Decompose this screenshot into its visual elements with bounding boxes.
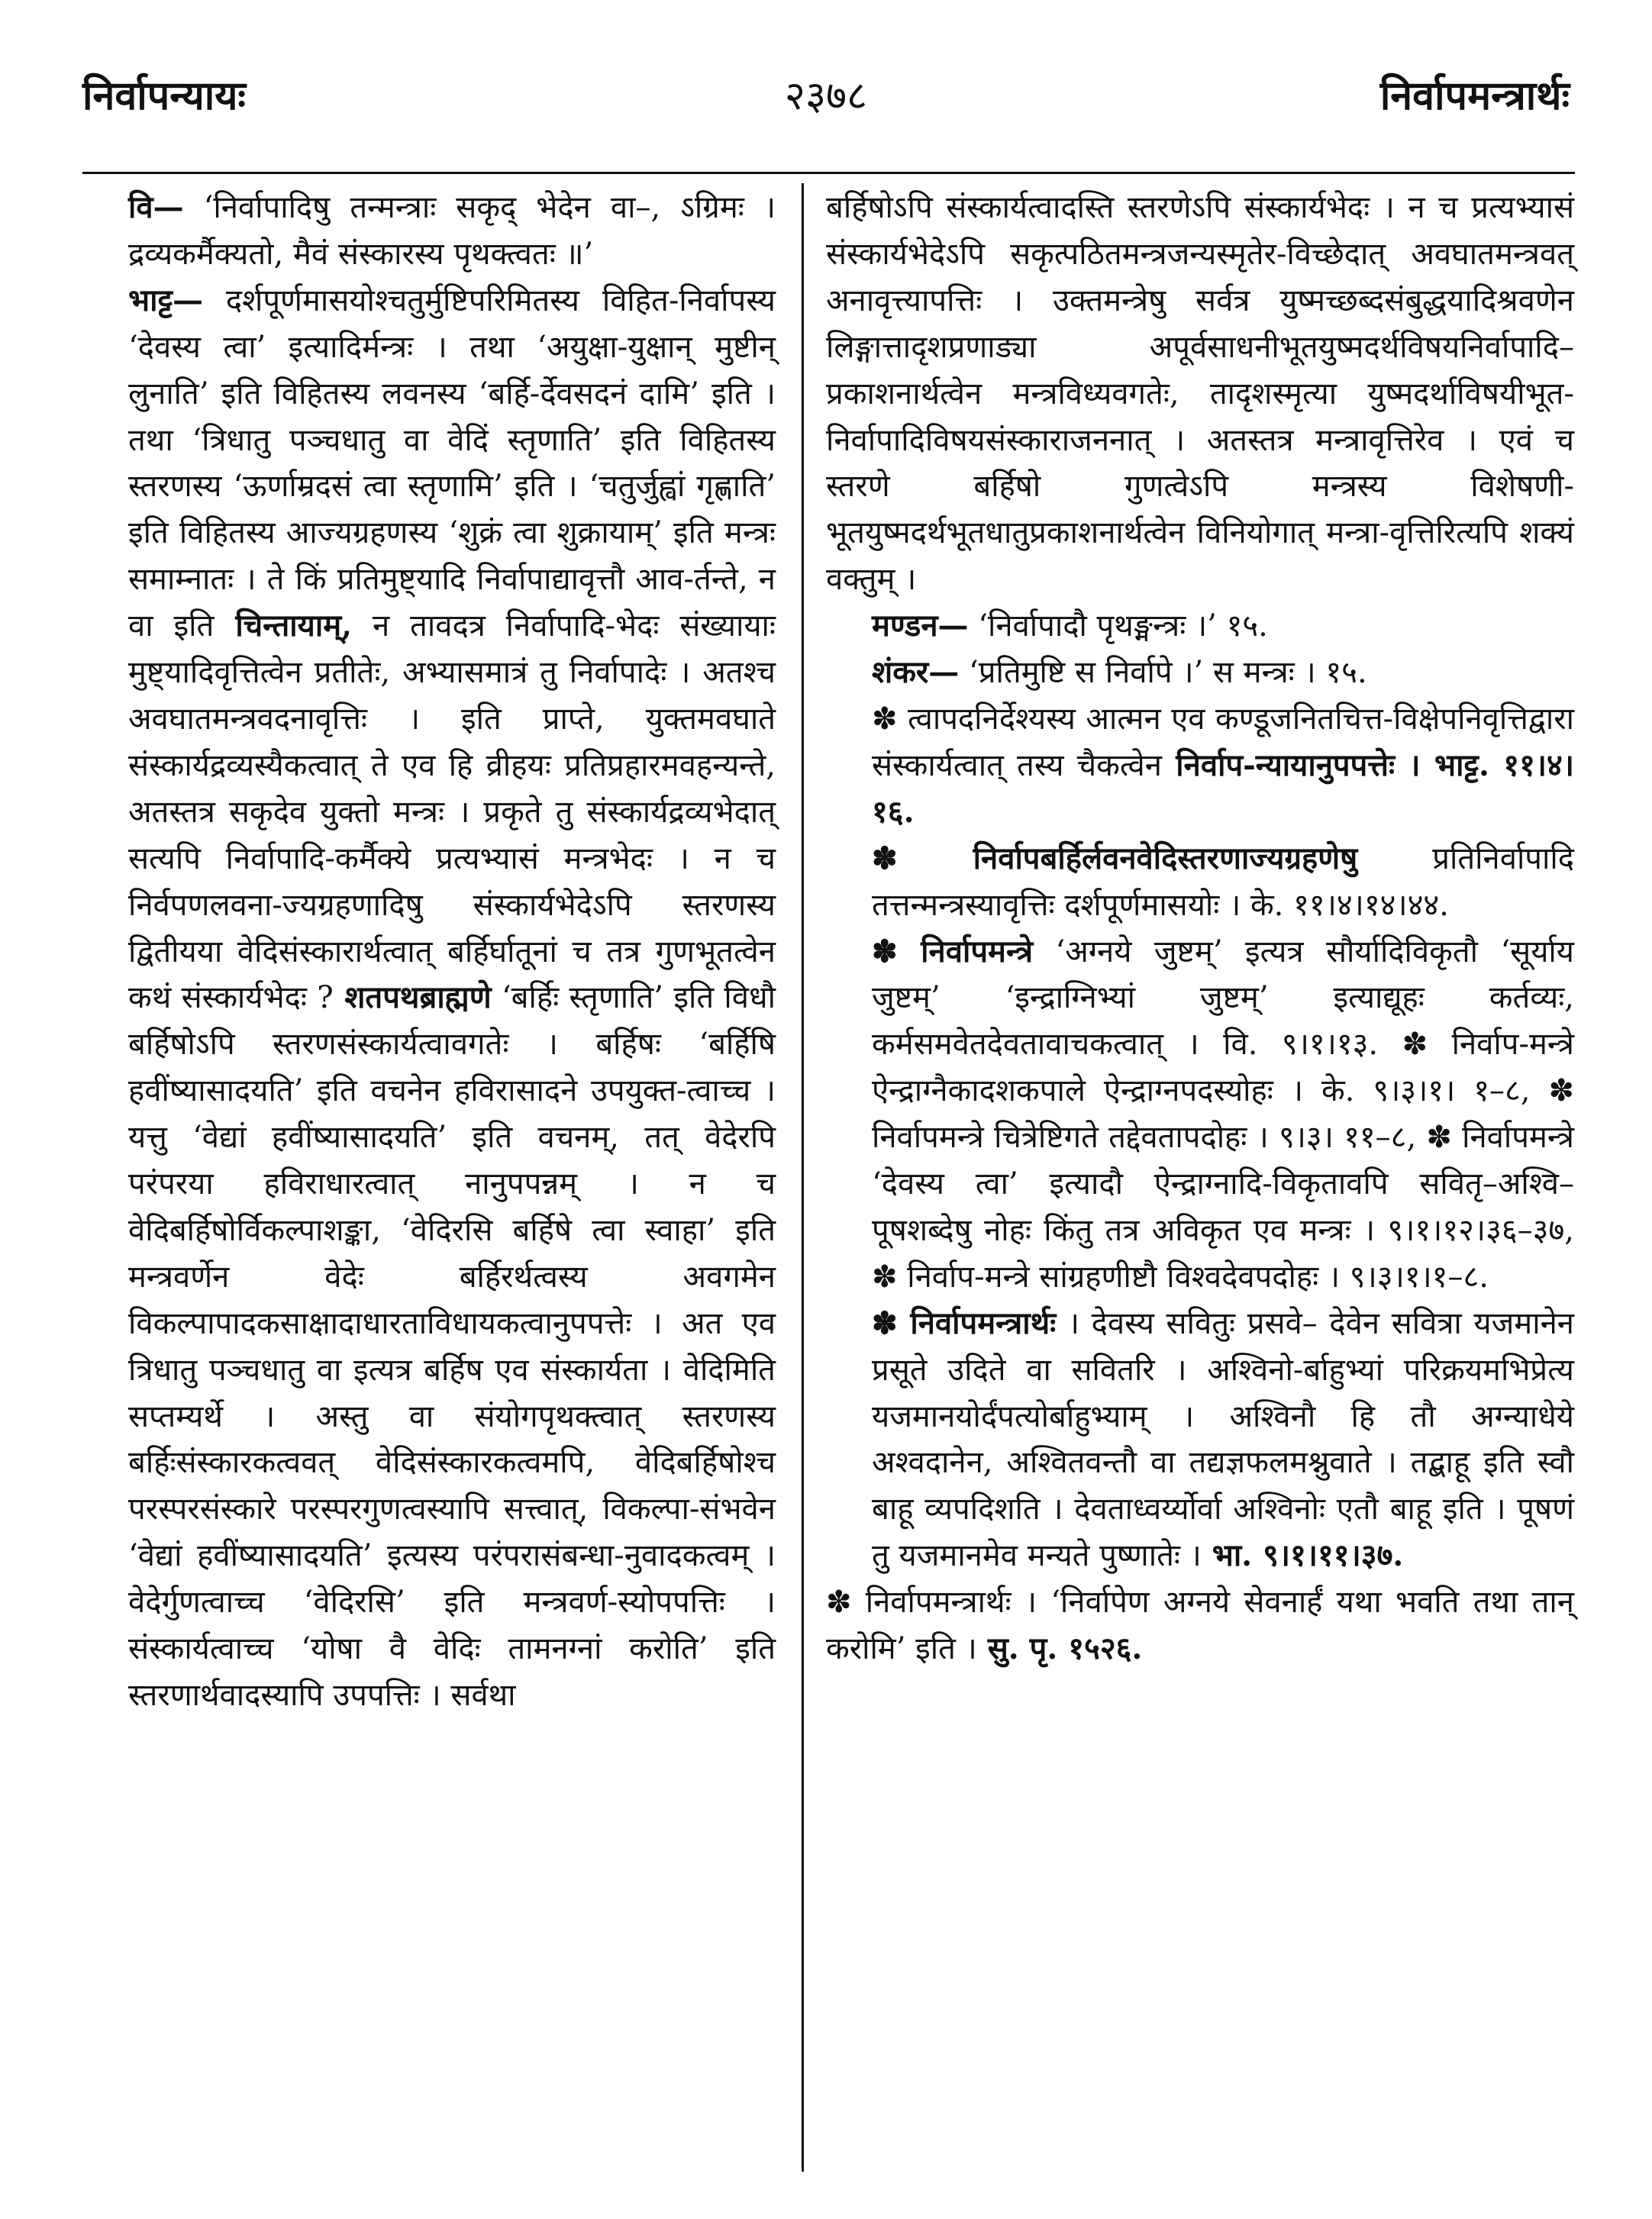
entry-bold: भा. ९।१।११।३७.	[1201, 1537, 1404, 1574]
entry-note-mantrartha	[826, 1301, 1574, 1579]
entry-bold: चिन्तायाम्,	[214, 608, 353, 644]
entry-text: ‘निर्वापादिषु तन्मन्त्राः सकृद् भेदेन वा–, ऽग्रिमः । द्रव्यकर्मैक्यतो, मैवं संस्कारस्य पृथक्त्वतः ॥’	[128, 190, 776, 272]
entry-bhatta	[82, 278, 776, 1719]
entry-text: दर्शपूर्णमासयोश्चतुर्मुष्टिपरिमितस्य विहित-निर्वापस्य ‘देवस्य त्वा’ इत्यादिर्मन्त्रः । तथा ‘अयुक्षा-युक्षान् मुष्टीन् लुनाति’ इति विहितस्य लवनस्य ‘बर्हि-र्देवसदनं दामि’ इति । तथा ‘त्रिधातु पञ्चधातु वा वेदिं स्तृणाति’ इति विहितस्य स्तरणस्य ‘ऊर्णाम्रदसं त्वा स्तृणामि’ इति । ‘चतुर्जुह्वां गृह्णाति’ इति विहितस्य आज्यग्रहणस्य ‘शुक्रं त्वा शुक्रायाम्’ इति मन्त्रः समाम्नातः । ते किं प्रतिमुष्ट्यादि निर्वापाद्यावृत्तौ आव-र्तन्ते, न वा इति	[128, 282, 776, 644]
entry-text: प्रतिनिर्वापादि तत्तन्मन्त्रस्यावृत्तिः दर्शपूर्णमासयोः । के. ११।४।१४।४४.	[872, 840, 1574, 923]
page-number: २३७८	[784, 73, 868, 119]
entry-note-mantrartha-su	[826, 1579, 1574, 1672]
entry-lead: वि—	[128, 189, 184, 225]
entry-text: ✽ निर्वापमन्त्रार्थः । ‘निर्वापेण अग्नये सेवनार्हं यथा भवति तथा तान् करोमि’ इति ।	[826, 1585, 1574, 1667]
entry-shankara	[826, 650, 1574, 696]
entry-lead: मण्डन—	[872, 608, 969, 644]
entry-note-nirvapamantra	[826, 929, 1574, 1301]
entry-text: । देवस्य सवितुः प्रसवे– देवेन सवित्रा यजमानेन प्रसूते उदिते वा सवितरि । अश्विनो-र्बाहुभ्यां परिक्रयमभिप्रेत्य यजमानयोर्दंपत्योर्बाहुभ्याम् । अश्विनौ हि तौ अग्न्याधेये अश्वदानेन, अश्वितवन्तौ वा तद्यज्ञफलमश्नुवाते । तद्बाहू इति स्वौ बाहू व्यपदिशति । देवताध्वर्य्योर्वा अश्विनोः एतौ बाहू इति । पूषणं तु यजमानमेव मन्यते पुष्णातेः ।	[872, 1305, 1574, 1574]
entry-text: बर्हिषोऽपि संस्कार्यत्वादस्ति स्तरणेऽपि संस्कार्यभेदः । न च प्रत्यभ्यासं संस्कार्यभेदेऽपि सकृत्पठितमन्त्रजन्यस्मृतेर-विच्छेदात् अवघातमन्त्रवत् अनावृत्त्यापत्तिः । उक्तमन्त्रेषु सर्वत्र युष्मच्छब्दसंबुद्धयादिश्रवणेन लिङ्गात्तादृशप्रणाड्या अपूर्वसाधनीभूतयुष्मदर्थविषयनिर्वापादि–प्रकाशनार्थत्वेन मन्त्रविध्यवगतेः, तादृशस्मृत्या युष्मदर्थाविषयीभूत-निर्वापादिविषयसंस्काराजननात् । अतस्तत्र मन्त्रावृत्तिरेव । एवं च स्तरणे बर्हिषो गुणत्वेऽपि मन्त्रस्य विशेषणी-भूतयुष्मदर्थभूतधातुप्रकाशनार्थत्वेन विनियोगात् मन्त्रा-वृत्तिरित्यपि शक्यं वक्तुम् ।	[826, 190, 1574, 598]
entry-vi	[82, 185, 776, 278]
entry-note-tvapada	[826, 696, 1574, 836]
entry-bold: सु. पृ. १५२६.	[976, 1630, 1143, 1667]
entry-text: ✽ त्वापदनिर्देश्यस्य आत्मन एव कण्डूजनितचित्त-विक्षेपनिवृत्तिद्वारा संस्कार्यत्वात् तस्य चैकत्वेन	[872, 701, 1574, 783]
right-column	[826, 185, 1574, 1672]
entry-bold: शतपथब्राह्मणे	[333, 979, 492, 1016]
running-head-left: निर्वापन्यायः	[82, 73, 246, 119]
left-column	[82, 185, 776, 1719]
entry-text: ‘प्रतिमुष्टि स निर्वापे ।’ स मन्त्रः । १५.	[959, 655, 1367, 691]
running-head-right: निर्वापमन्त्रार्थः	[1379, 73, 1570, 119]
entry-note-nirvapabarhi	[826, 836, 1574, 929]
entry-bold: ✽ निर्वापमन्त्रे	[872, 933, 1034, 969]
entry-mandana	[826, 603, 1574, 650]
entry-text: ‘बर्हिः स्तृणाति’ इति विधौ बर्हिषोऽपि स्तरणसंस्कार्यत्वावगतेः । बर्हिषः ‘बर्हिषि हवींष्यासादयति’ इति वचनेन हविरासादने उपयुक्त-त्वाच्च । यत्तु ‘वेद्यां हवींष्यासादयति’ इति वचनम्, तत् वेदेरपि परंपरया हविराधारत्वात् नानुपपन्नम् । न च वेदिबर्हिषोर्विकल्पाशङ्का, ‘वेदिरसि बर्हिषे त्वा स्वाहा’ इति मन्त्रवर्णेन वेदेः बर्हिरर्थत्वस्य अवगमेन विकल्पापादकसाक्षादाधारताविधायकत्वानुपपत्तेः । अत एव त्रिधातु पञ्चधातु वा इत्यत्र बर्हिष एव संस्कार्यता । वेदिमिति सप्तम्यर्थे । अस्तु वा संयोगपृथक्त्वात् स्तरणस्य बर्हिःसंस्कारकत्ववत् वेदिसंस्कारकत्वमपि, वेदिबर्हिषोश्च परस्परसंस्कारे परस्परगुणत्वस्यापि सत्त्वात्, विकल्पा-संभवेन ‘वेद्यां हवींष्यासादयति’ इत्यस्य परंपरासंबन्धा-नुवादकत्वम् । वेदेर्गुणत्वाच्च ‘वेदिरसि’ इति मन्त्रवर्ण-स्योपपत्तिः । संस्कार्यत्वाच्च ‘योषा वै वेदिः तामनग्नां करोति’ इति स्तरणार्थवादस्यापि उपपत्तिः । सर्वथा	[128, 980, 776, 1713]
entry-text: ‘निर्वापादौ पृथङ्मन्त्रः ।’ १५.	[968, 608, 1268, 644]
entry-text: ‘अग्नये जुष्टम्’ इत्यत्र सौर्यादिविकृतौ ‘सूर्याय जुष्टम्’ ‘इन्द्राग्निभ्यां जुष्टम्’ इत्याद्यूहः कर्तव्यः, कर्मसमवेतदेवतावाचकत्वात् । वि. ९।१।१३. ✽ निर्वाप-मन्त्रे ऐन्द्राग्नैकादशकपाले ऐन्द्राग्नपदस्योहः । के. ९।३।१। १–८, ✽ निर्वापमन्त्रे चित्रेष्टिगते तद्देवतापदोहः । ९।३। ११–८, ✽ निर्वापमन्त्रे ‘देवस्य त्वा’ इत्यादौ ऐन्द्राग्नादि-विकृतावपि सवितृ–अश्वि–पूषशब्देषु नोहः किंतु तत्र अविकृत एव मन्त्रः । ९।१।१२।३६–३७, ✽ निर्वाप-मन्त्रे सांग्रहणीष्टौ विश्वदेवपदोहः । ९।३।१।१–८.	[872, 934, 1574, 1295]
entry-lead: भाट्ट—	[128, 282, 204, 318]
entry-text: न तावदत्र निर्वापादि-भेदः संख्यायाः मुष्ट्यादिवृत्तित्वेन प्रतीतेः, अभ्यासमात्रं तु निर्वापादेः । अतश्च अवघातमन्त्रवदनावृत्तिः । इति प्राप्ते, युक्तमवघाते संस्कार्यद्रव्यस्यैकत्वात् ते एव हि व्रीहयः प्रतिप्रहारमवहन्यन्ते, अतस्तत्र सकृदेव युक्तो मन्त्रः । प्रकृते तु संस्कार्यद्रव्यभेदात् सत्यपि निर्वापादि-कर्मैक्ये प्रत्यभ्यासं मन्त्रभेदः । न च निर्वपणलवना-ज्यग्रहणादिषु संस्कार्यभेदेऽपि स्तरणस्य द्वितीयया वेदिसंस्कारार्थत्वात् बर्हिर्घातूनां च तत्र गुणभूतत्वेन कथं संस्कार्यभेदः ?	[128, 608, 776, 1016]
entry-continuation	[826, 185, 1574, 603]
column-divider	[802, 183, 804, 2172]
entry-bold: ✽ निर्वापमन्त्रार्थः	[872, 1305, 1057, 1341]
entry-bold: ✽ निर्वापबर्हिर्लवनवेदिस्तरणाज्यग्रहणेषु	[872, 840, 1358, 876]
header-rule	[82, 172, 1575, 174]
entry-lead: शंकर—	[872, 654, 960, 691]
entry-bold: निर्वाप-न्यायानुपपत्तेः । भाट्ट. ११।४।१६.	[872, 747, 1575, 830]
